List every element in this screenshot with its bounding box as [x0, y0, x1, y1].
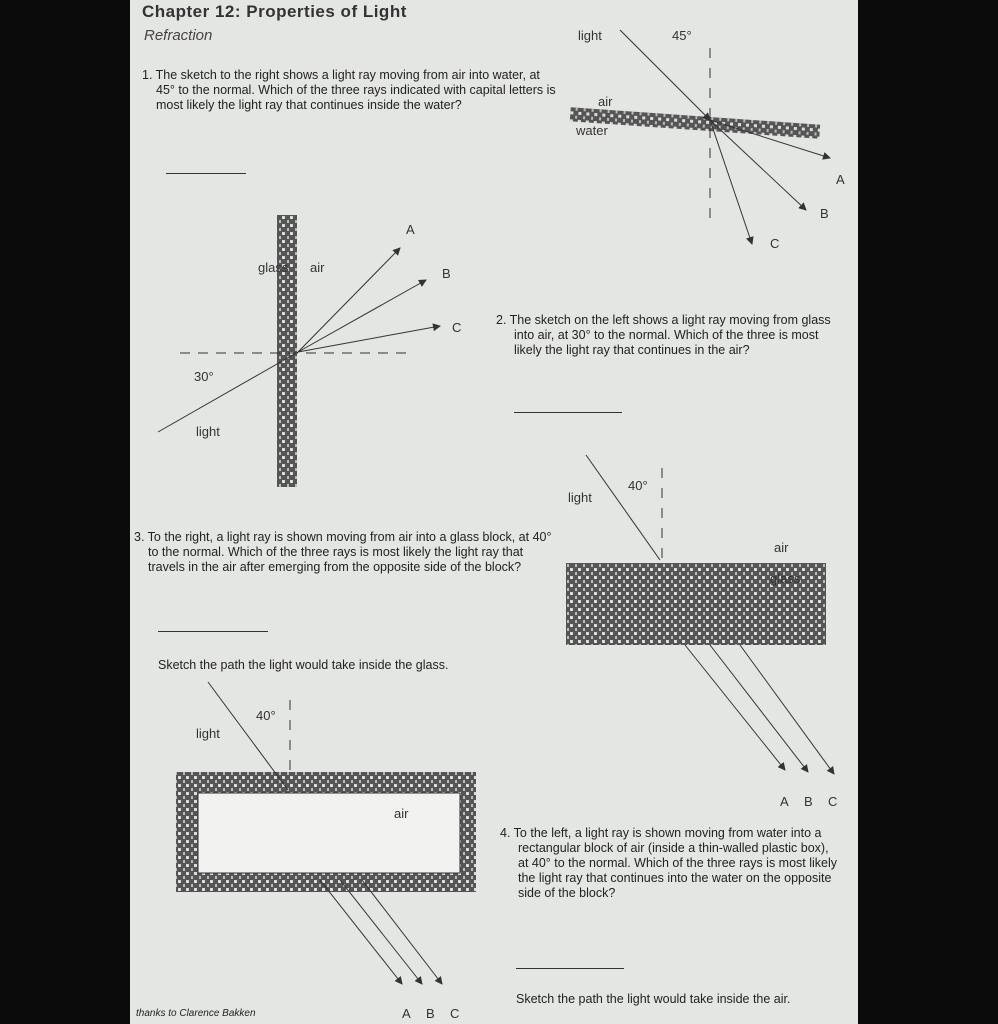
q2-label-a: A	[406, 222, 415, 237]
q1-air-label: air	[598, 94, 613, 109]
q4-angle-label: 40°	[256, 708, 276, 723]
q2-label-b: B	[442, 266, 451, 281]
q1-water-label: water	[576, 123, 608, 138]
question-3-diagram	[566, 455, 837, 809]
question-4-text: 4. To the left, a light ray is shown moving from water into a rectangular block of air (inside a thin-walled plastic box), at 40° to the normal. Which of the three rays is most likely the light ray that continues into the water on the opposite side of the block?	[500, 826, 838, 900]
q2-air-label: air	[310, 260, 325, 275]
question-2-text: 2. The sketch on the left shows a light ray moving from glass into air, at 30° to the normal. Which of the three is most likely the light ray that continues in the air?	[496, 313, 831, 357]
q1-light-label: light	[578, 28, 602, 43]
q2-glass-label: glass	[258, 260, 289, 275]
question-2-diagram	[158, 215, 461, 487]
q1-label-b: B	[820, 206, 829, 221]
q1-label-a: A	[836, 172, 845, 187]
q4-label-b: B	[426, 1006, 435, 1021]
q3-label-c: C	[828, 794, 838, 809]
q3-label-b: B	[804, 794, 813, 809]
question-1-text: 1. The sketch to the right shows a light ray moving from air into water, at 45° to the normal. Which of the three rays indicated with capital letters is most likely the light ray that continues inside the water?	[142, 68, 556, 112]
q4-label-c: C	[450, 1006, 460, 1021]
q2-light-label: light	[196, 424, 220, 439]
question-3-text: 3. To the right, a light ray is shown moving from air into a glass block, at 40° to the normal. Which of the three rays is most likely the light ray that travels in the air after emerging from the opposite side of the block?	[134, 530, 552, 574]
credit-text: thanks to Clarence Bakken	[136, 1008, 256, 1019]
q1-label-c: C	[770, 236, 780, 251]
q4-light-label: light	[196, 726, 220, 741]
page-subtitle: Refraction	[144, 27, 213, 44]
q2-angle-label: 30°	[194, 369, 214, 384]
q4-label-a: A	[402, 1006, 411, 1021]
page-title: Chapter 12: Properties of Light	[142, 2, 407, 21]
question-1-diagram	[570, 28, 845, 251]
q3-glass-label: glass	[770, 571, 801, 586]
worksheet-page	[130, 0, 858, 1024]
q1-angle-label: 45°	[672, 28, 692, 43]
q3-label-a: A	[780, 794, 789, 809]
question-4-sketch-instruction: Sketch the path the light would take inside the air.	[516, 992, 791, 1006]
q3-air-label: air	[774, 540, 789, 555]
diagrams	[130, 0, 858, 1024]
q4-air-label: air	[394, 806, 409, 821]
q3-light-label: light	[568, 490, 592, 505]
question-4-diagram	[176, 682, 476, 1021]
q3-angle-label: 40°	[628, 478, 648, 493]
q2-label-c: C	[452, 320, 462, 335]
question-3-sketch-instruction: Sketch the path the light would take inside the glass.	[158, 658, 449, 672]
